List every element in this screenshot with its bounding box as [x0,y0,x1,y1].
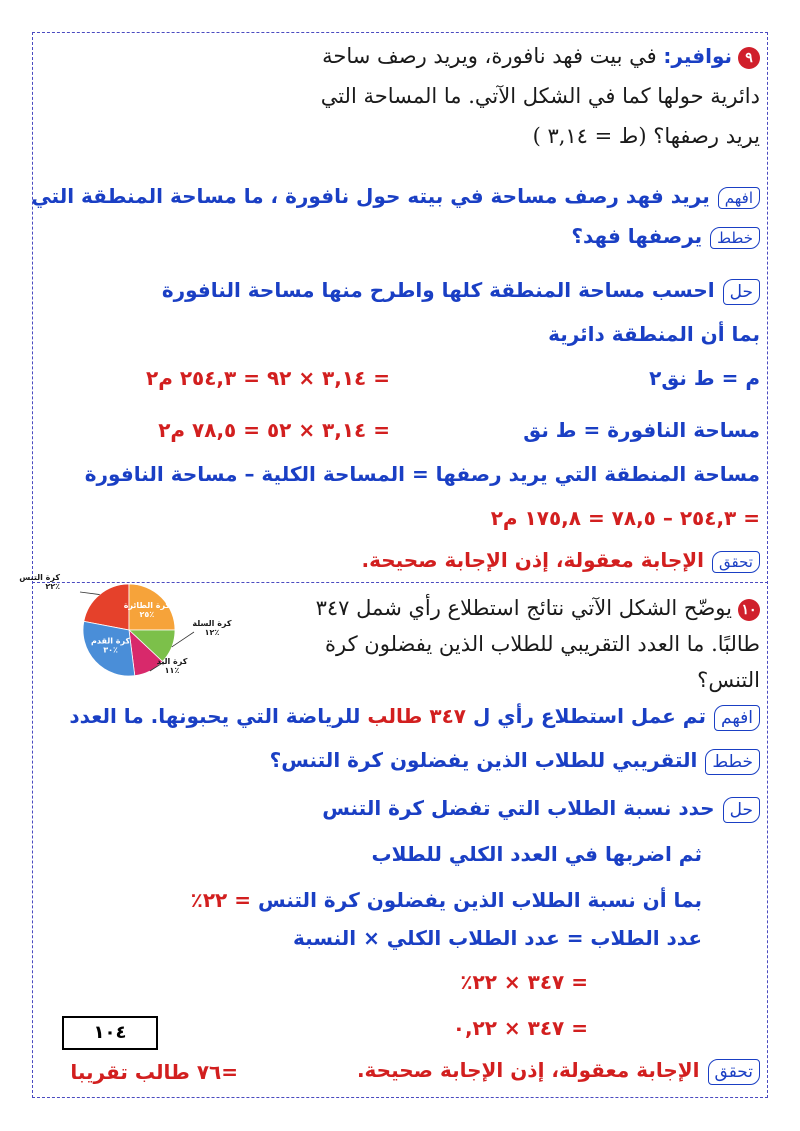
p10-question-line2: طالبًا. ما العدد التقريبي للطلاب الذين يفضلون كرة [325,632,760,656]
p10-check-label: تحقق [708,1059,760,1085]
pie-label-football: كرة القدم [90,636,131,646]
p10-check-row [357,1058,760,1085]
pie-svg [19,572,274,684]
p9-solve-label: حل [723,279,760,305]
p10-question-line1 [316,596,760,621]
pie-value-handball: ٪١١ [164,666,180,675]
p10-plan-row [270,748,760,775]
sports-pie-chart [19,572,274,684]
pie-label-volleyball: كرة الطائرة [123,601,171,611]
p9-question-line1 [322,44,760,69]
pie-label-handball: كرة اليد [156,657,188,666]
p9-eq1-left: م = ط نق٢ [649,366,760,390]
p10-solve-row [322,796,760,823]
p10-understand-a: تم عمل استطلاع رأي ل [472,704,706,728]
p10-solve-text: حدد نسبة الطلاب التي تفضل كرة التنس [322,796,715,820]
p10-question-line3: التنس؟ [697,668,760,692]
p10-solve-3b: = ٢٢٪ [190,888,251,912]
p10-understand-b: ٣٤٧ طالب [367,704,466,728]
pie-value-basketball: ٪١٢ [204,628,220,637]
p10-solve-line5: = ٣٤٧ × ٢٢٪ [460,970,588,994]
pie-label-tennis: كرة التنس [19,573,60,582]
p9-eq2-right: = ٣,١٤ × ٥٢ = ٧٨,٥ م٢ [158,418,390,442]
p9-title: نوافير: [663,44,732,68]
p10-answer: =٧٦ طالب تقريبا [70,1060,238,1084]
p10-understand-c: للرياضة التي يحبونها. ما العدد [69,704,361,728]
p10-understand-row [69,704,760,731]
p9-solve-line2: بما أن المنطقة دائرية [548,322,760,346]
p10-solve-label: حل [723,797,760,823]
p10-plan-label: خطط [705,749,760,775]
p10-number-badge: ١٠ [738,599,760,621]
pie-label-basketball: كرة السلة [192,619,232,628]
p9-question-line3: يريد رصفها؟ (ط = ٣,١٤ ) [532,124,760,148]
p9-understand-row [31,184,760,209]
p9-eq4: = ٢٥٤,٣ – ٧٨,٥ = ١٧٥,٨ م٢ [490,506,760,530]
p9-check-text: الإجابة معقولة، إذن الإجابة صحيحة. [361,548,705,572]
p9-check-row [361,548,760,573]
p9-line1-text: في بيت فهد نافورة، ويريد رصف ساحة [322,44,657,68]
p10-understand-label: افهم [714,705,760,731]
p9-check-label: تحقق [712,551,760,573]
p10-solve-3a: بما أن نسبة الطلاب الذين يفضلون كرة التنس [257,888,702,912]
p10-line1-text: يوضّح الشكل الآتي نتائج استطلاع رأي شمل ٣٤٧ [315,596,732,620]
page-number: ١٠٤ [62,1016,158,1050]
p9-solve-row [162,278,760,305]
p9-question-line2: دائرية حولها كما في الشكل الآتي. ما المساحة التي [320,84,760,108]
p9-understand-text: يريد فهد رصف مساحة في بيته حول نافورة ، ما مساحة المنطقة التي [31,184,710,208]
p9-plan-row [571,224,760,249]
pie-value-tennis: ٪٢٢ [45,582,60,591]
p9-solve-text: احسب مساحة المنطقة كلها واطرح منها مساحة النافورة [161,278,715,302]
p10-solve-line4: عدد الطلاب = عدد الطلاب الكلي × النسبة [292,926,702,950]
p10-plan-text: التقريبي للطلاب الذين يفضلون كرة التنس؟ [269,748,698,772]
p9-eq1-right: = ٣,١٤ × ٩٢ = ٢٥٤,٣ م٢ [145,366,390,390]
p9-plan-text: يرصفها فهد؟ [571,224,703,248]
pie-value-football: ٪٣٠ [103,645,118,655]
p10-solve-line2: ثم اضربها في العدد الكلي للطلاب [371,842,702,866]
p9-number-badge: ٩ [738,47,760,69]
p10-check-text: الإجابة معقولة، إذن الإجابة صحيحة. [356,1058,700,1082]
p9-eq3: مساحة المنطقة التي يريد رصفها = المساحة الكلية – مساحة النافورة [84,462,760,486]
p9-plan-label: خطط [710,227,760,249]
pie-leader-tennis [80,592,100,595]
p10-solve-line3 [191,888,702,912]
p9-understand-label: افهم [718,187,760,209]
p10-solve-line6: = ٣٤٧ × ٠,٢٢ [452,1016,588,1040]
p9-eq2-left: مساحة النافورة = ط نق [523,418,760,442]
pie-value-volleyball: ٪٢٥ [139,610,155,620]
